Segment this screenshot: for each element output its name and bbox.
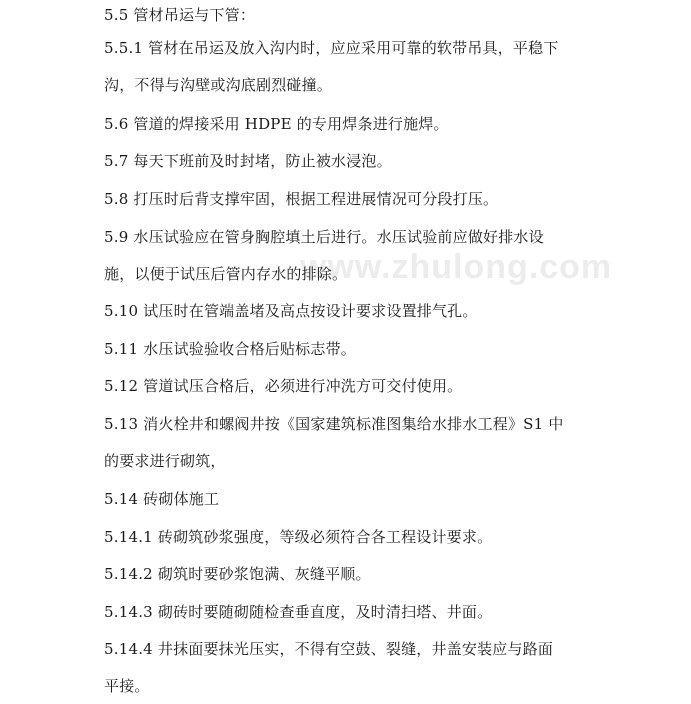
text-line: 施，以便于试压后管内存水的排除。 xyxy=(104,265,348,283)
text-line: 5.5.1 管材在吊运及放入沟内时，应应采用可靠的软带吊具，平稳下 xyxy=(104,39,559,57)
text-line: 5.14 砖砌体施工 xyxy=(104,490,220,508)
text-line: 5.12 管道试压合格后，必须进行冲洗方可交付使用。 xyxy=(104,377,463,395)
text-line: 5.13 消火栓井和螺阀井按《国家建筑标准图集给水排水工程》S1 中 xyxy=(104,415,564,433)
text-line: 5.8 打压时后背支撑牢固，根据工程进展情况可分段打压。 xyxy=(104,190,499,208)
text-line: 5.10 试压时在管端盖堵及高点按设计要求设置排气孔。 xyxy=(104,302,478,320)
text-line: 平接。 xyxy=(104,677,150,695)
text-line: 5.9 水压试验应在管身胸腔填土后进行。水压试验前应做好排水设 xyxy=(104,228,544,246)
text-line: 5.5 管材吊运与下管： xyxy=(104,6,256,24)
text-line: 5.14.2 砌筑时要砂浆饱满、灰缝平顺。 xyxy=(104,565,371,583)
text-line: 5.6 管道的焊接采用 HDPE 的专用焊条进行施焊。 xyxy=(104,115,449,133)
text-line: 5.14.1 砖砌筑砂浆强度，等级必须符合各工程设计要求。 xyxy=(104,528,493,546)
text-line: 的要求进行砌筑， xyxy=(104,452,226,470)
text-line: 5.14.4 井抹面要抹光压实，不得有空鼓、裂缝，井盖安装应与路面 xyxy=(104,640,554,658)
text-line: 5.11 水压试验验收合格后贴标志带。 xyxy=(104,340,356,358)
watermark: www.zhulong.com xyxy=(300,248,613,286)
text-line: 5.7 每天下班前及时封堵，防止被水浸泡。 xyxy=(104,152,392,170)
text-line: 5.14.3 砌砖时要随砌随检查垂直度，及时清扫塔、井面。 xyxy=(104,603,493,621)
text-line: 沟，不得与沟壁或沟底剧烈碰撞。 xyxy=(104,76,333,94)
